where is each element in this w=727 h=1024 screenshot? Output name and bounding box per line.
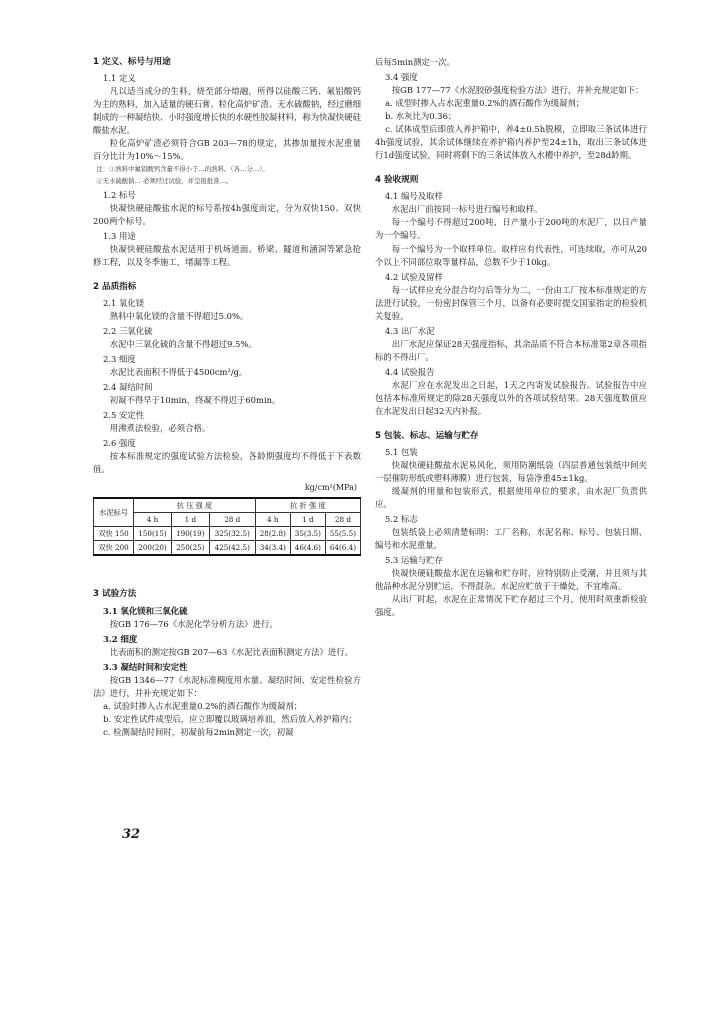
subsection-3-4: 3.4 强度 [385, 72, 418, 83]
subsection-3-2: 3.2 细度 [103, 633, 138, 644]
footnote: ②无水硫酸钠… 必须经过试验，并呈报批准…。 [96, 177, 233, 186]
subsection-2-2: 2.2 三氧化硫 [103, 326, 153, 337]
paragraph: 按GB 176—76《水泥化学分析方法》进行。 [109, 618, 278, 629]
paragraph: 快凝快硬硅酸盐水泥的标号系按4h强度而定，分为双快150、双快200两个标号。 [93, 202, 361, 226]
table-subheader: 1 d [290, 512, 325, 526]
paragraph: 每一个编号为一个取样单位。取样应有代表性，可连续取，亦可从20个以上不同部位取等量样品，总数不少于10kg。 [375, 243, 647, 267]
subsection-1-1: 1.1 定义 [103, 73, 136, 84]
list-item: c. 试体成型后即放入养护箱中，养4±0.5h脱模，立即取三条试体进行4h强度试验，其余试体继续在养护箱内养护至24±1h，取出三条试体进行1d强度试验，同时将剩下的三条试体放入水槽中养护，至28d龄期。 [375, 124, 647, 161]
paragraph: 凡以适当成分的生料，烧至部分熔融，所得以硅酸三钙、氟铝酸钙为主的熟料，加入适量的硬石膏、粒化高炉矿渣、无水硫酸钠，经过磨细制成的一种凝结快、小时强度增长快的水硬性胶凝材料，称为快凝快硬硅酸盐水泥。 [93, 86, 361, 136]
section-3-title: 3 试验方法 [93, 589, 137, 600]
paragraph: 缓凝剂的用量和包装形式，根据使用单位的要求，由水泥厂负责供应。 [375, 486, 647, 510]
table-cell: 46(4.6) [290, 541, 325, 556]
paragraph: 从出厂时起，水泥在正常情况下贮存超过三个月，使用时须重新检验强度。 [375, 594, 647, 618]
strength-table [93, 497, 361, 557]
subsection-1-3: 1.3 用途 [103, 230, 136, 241]
table-subheader: 1 d [171, 512, 209, 526]
subsection-2-4: 2.4 凝结时间 [103, 382, 153, 393]
paragraph: 用沸煮法检验，必须合格。 [109, 423, 211, 434]
paragraph: 快凝快硬硅酸盐水泥在运输和贮存时，应特别防止受潮，并且须与其他品种水泥分别贮运，不得混杂。水泥应贮放于干燥处，不宜堆高。 [375, 568, 647, 592]
section-2-title: 2 品质指标 [93, 281, 137, 292]
paragraph: 包装纸袋上必须清楚标明：工厂名称，水泥名称、标号、包装日期、编号和水泥重量。 [375, 527, 647, 551]
paragraph: 按GB 1346—77《水泥标准稠度用水量、凝结时间、安定性检验方法》进行，并补充规定如下： [93, 674, 361, 698]
table-cell: 35(3.5) [290, 526, 325, 540]
table-cell: 190(19) [171, 526, 209, 540]
paragraph: 粒化高炉矿渣必须符合GB 203—78的规定，其掺加量按水泥重量百分比计为10%～15%。 [93, 138, 361, 162]
list-item: a. 试验时掺入占水泥重量0.2%的酒石酸作为缓凝剂； [103, 700, 303, 711]
subsection-5-2: 5.2 标志 [385, 514, 418, 525]
footnote: 注：①熟料中氟铝酸钙含量不得小于…的熟料。（各…分…）。 [96, 165, 269, 174]
paragraph: 出厂水泥应保证28天强度指标，其余品质不符合本标准第2章各项指标的不得出厂。 [375, 338, 647, 362]
table-row [94, 541, 361, 556]
table-cell: 双快 150 [94, 526, 134, 540]
paragraph: 水泥出厂前按同一标号进行编号和取样。 [391, 204, 543, 215]
table-row [94, 526, 361, 540]
table-cell: 64(6.4) [325, 541, 360, 556]
subsection-2-5: 2.5 安定性 [103, 410, 145, 421]
paragraph: 初凝不得早于10min，终凝不得迟于60min。 [109, 395, 281, 406]
right-column [375, 56, 647, 619]
list-item: a. 成型时掺入占水泥重量0.2%的酒石酸作为缓凝剂； [385, 98, 585, 109]
page-number: 32 [122, 827, 141, 842]
left-column [93, 52, 361, 739]
table-cell: 55(5.5) [325, 526, 360, 540]
table-cell: 34(3.4) [255, 541, 290, 556]
table-header: 抗 压 强 度 [134, 498, 256, 513]
subsection-1-2: 1.2 标号 [103, 189, 136, 200]
subsection-5-1: 5.1 包装 [385, 447, 418, 458]
section-4-title: 4 验收规则 [375, 175, 419, 186]
table-cell: 双快 200 [94, 541, 134, 556]
paragraph: 快凝快硬硅酸盐水泥适用于机场道面、桥梁、隧道和涵洞等紧急抢修工程，以及冬季施工，堵漏等工程。 [93, 243, 361, 267]
paragraph: 比表面积的测定按GB 207—63《水泥比表面积测定方法》进行。 [109, 646, 353, 657]
paragraph: 每一试样应充分混合均匀后等分为二，一份由工厂按本标准规定的方法进行试验，一份密封保管三个月，以备有必要时提交国家指定的检验机关复验。 [375, 284, 647, 321]
section-1-title: 1 定义、标号与用途 [93, 57, 171, 67]
table-cell: 425(42.5) [209, 541, 255, 556]
table-subheader: 4 h [255, 512, 290, 526]
table-cell: 200(20) [134, 541, 172, 556]
subsection-2-6: 2.6 强度 [103, 438, 136, 449]
table-subheader: 28 d [209, 512, 255, 526]
paragraph: 快凝快硬硅酸盐水泥易风化，须用防潮纸袋（四层普通包装纸中间夹一层催防形纸或塑料薄膜）进行包装，每袋净重45±1kg。 [375, 460, 647, 484]
table-subheader: 4 h [134, 512, 172, 526]
table-cell: 250(25) [171, 541, 209, 556]
list-item: b. 水灰比为0.36； [385, 111, 457, 122]
subsection-5-3: 5.3 运输与贮存 [385, 555, 443, 566]
table-cell: 28(2.8) [255, 526, 290, 540]
table-header: 水泥标号 [94, 498, 134, 527]
subsection-3-1: 3.1 氧化镁和三氧化硫 [103, 605, 188, 616]
subsection-4-3: 4.3 出厂水泥 [385, 325, 435, 336]
table-cell: 325(32.5) [209, 526, 255, 540]
paragraph: 熟料中氧化镁的含量不得超过5.0%。 [109, 311, 249, 322]
list-item: b. 安定性试件成型后，应立即覆以玻璃培养皿，然后放入养护箱内； [103, 713, 357, 724]
subsection-3-3: 3.3 凝结时间和安定性 [103, 661, 188, 672]
paragraph: 水泥中三氧化硫的含量不得超过9.5%。 [109, 339, 257, 350]
paragraph: 后每5min测定一次。 [375, 57, 455, 67]
table-header: 抗 折 强 度 [255, 498, 360, 513]
paragraph: 水泥厂应在水泥发出之日起，1天之内寄发试验报告。试验报告中应包括本标准所规定的除28天强度以外的各项试验结果。28天强度数值应在水泥发出日起32天内补报。 [375, 379, 647, 416]
table-cell: 150(15) [134, 526, 172, 540]
table-unit: kg/cm²(MPa) [304, 483, 357, 493]
subsection-4-2: 4.2 试验及留样 [385, 271, 443, 282]
subsection-4-4: 4.4 试验报告 [385, 366, 435, 377]
paragraph: 水泥比表面积不得低于4500cm²/g。 [109, 367, 248, 378]
table-subheader: 28 d [325, 512, 360, 526]
list-item: c. 检测凝结时间时，初凝前每2min测定一次，初凝 [103, 726, 294, 737]
subsection-2-3: 2.3 细度 [103, 354, 136, 365]
paragraph: 每一个编号不得超过200吨，日产量小于200吨的水泥厂，以日产量为一个编号。 [375, 217, 647, 241]
paragraph: 按GB 177—77《水泥胶砂强度检验方法》进行，并补充规定如下： [391, 85, 644, 96]
subsection-4-1: 4.1 编号及取样 [385, 191, 443, 202]
section-5-title: 5 包装、标志、运输与贮存 [375, 430, 479, 441]
paragraph: 按本标准规定的强度试验方法检验，各龄期强度均不得低于下表数值。 [93, 451, 361, 475]
subsection-2-1: 2.1 氧化镁 [103, 298, 145, 309]
